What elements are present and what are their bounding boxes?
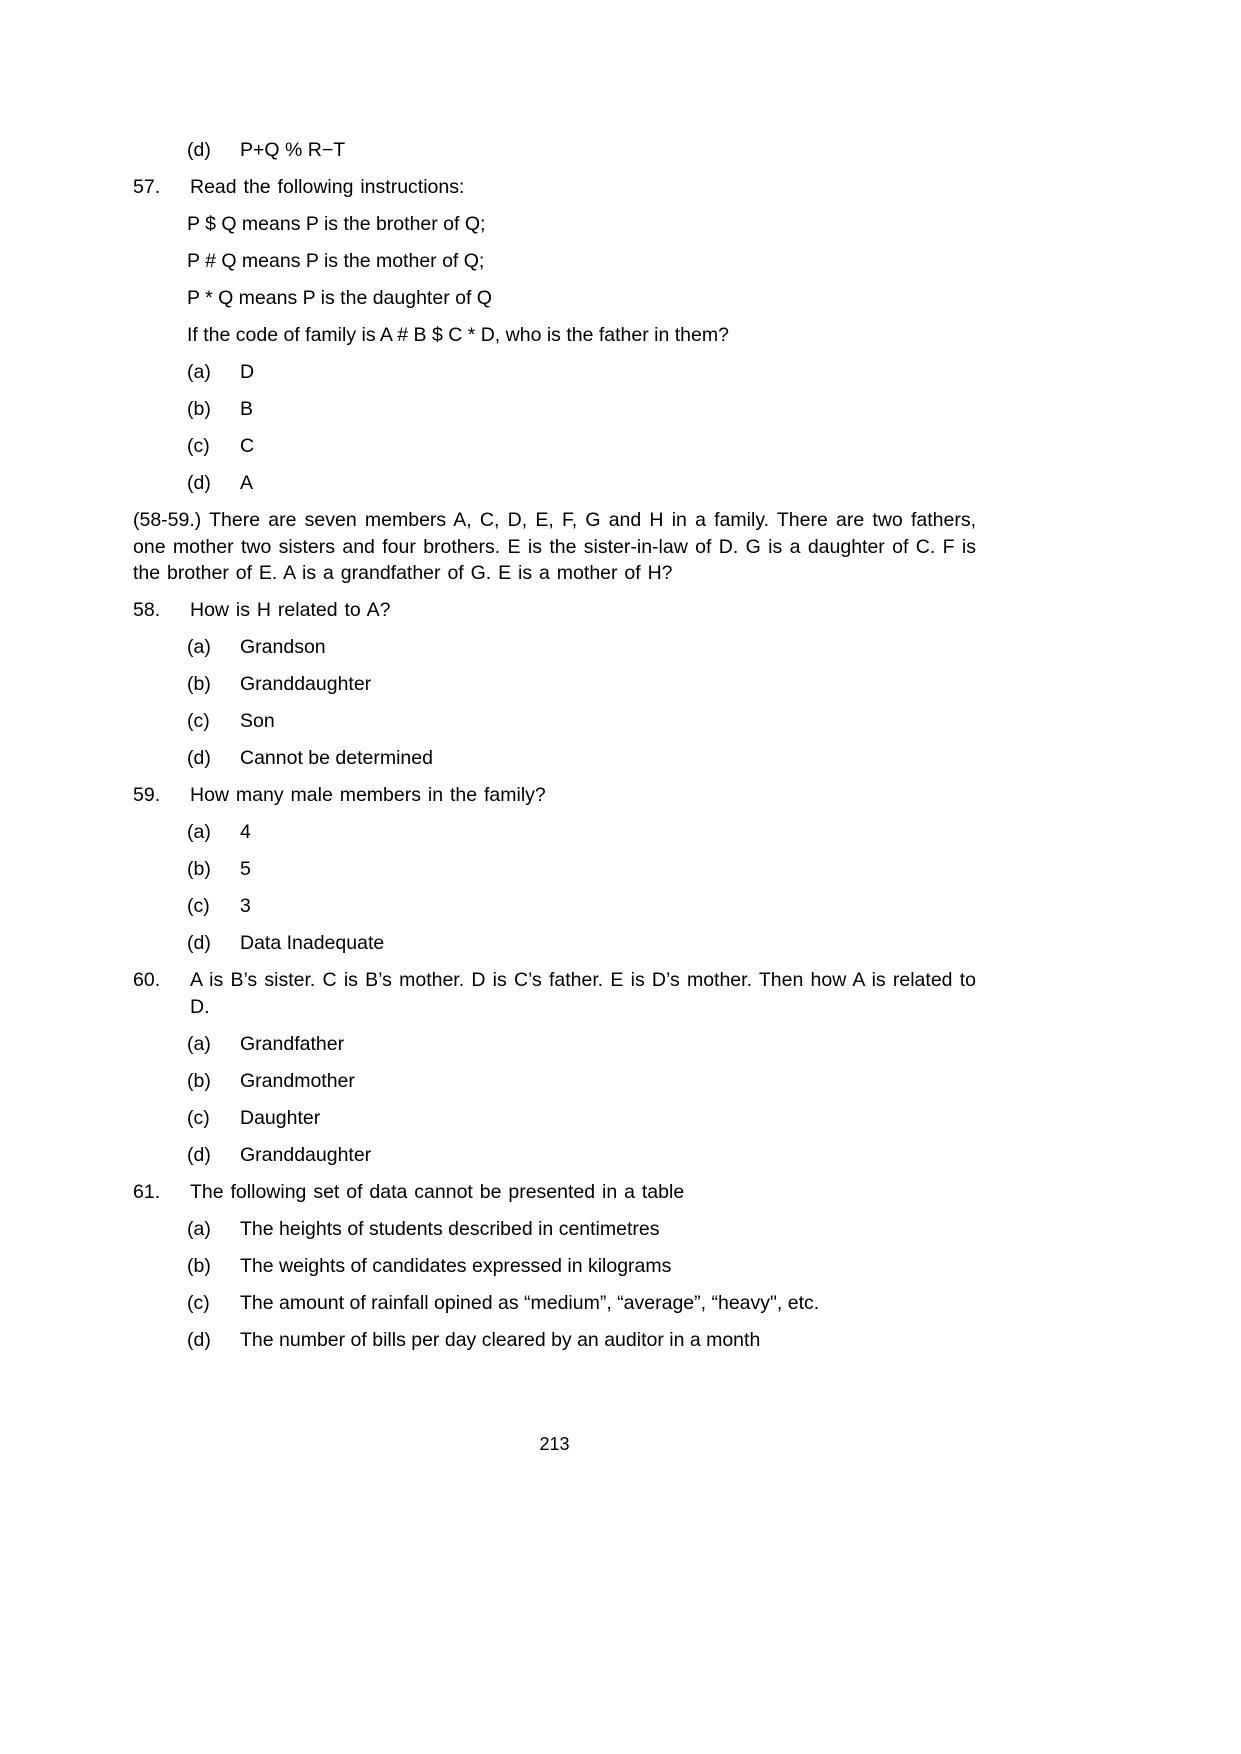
option-row	[187, 1290, 976, 1317]
option-label: (b)	[187, 1069, 211, 1092]
page-number: 213	[539, 1434, 570, 1454]
option-label: (b)	[187, 398, 211, 420]
option-label: (d)	[187, 139, 211, 161]
option-row	[187, 433, 976, 460]
options-group	[133, 1031, 976, 1169]
option-row	[187, 396, 976, 423]
question-header	[133, 967, 976, 1021]
options-group	[133, 359, 976, 497]
option-text: Granddaughter	[240, 672, 372, 695]
question-subline: If the code of family is A # B $ C * D, who is the father in them?	[187, 324, 729, 346]
question-number: 58.	[133, 598, 161, 621]
document-content	[133, 137, 976, 1364]
option-label: (d)	[187, 931, 211, 954]
passage-58-59: (58-59.) There are seven members A, C, D, E, F, G and H in a family. There are two fathers, one mother two sisters and four brothers. E is the sister-in-law of D. G is a daughter of C. F is the brother of E. A is a grandfather of G. E is a mother of H?	[133, 509, 976, 584]
question-number: 61.	[133, 1180, 161, 1203]
option-text: Son	[240, 709, 275, 732]
option-row	[187, 634, 976, 661]
option-text: The amount of rainfall opined as “medium”, “average”, “heavy", etc.	[240, 1291, 820, 1314]
question-number: 59.	[133, 783, 161, 806]
option-text: Granddaughter	[240, 1143, 372, 1166]
option-text: A	[240, 472, 254, 494]
option-row	[187, 1216, 976, 1243]
option-row	[187, 671, 976, 698]
option-label: (d)	[187, 472, 211, 494]
option-label: (a)	[187, 635, 211, 658]
question-number: 60.	[133, 968, 161, 991]
question-header	[133, 597, 976, 624]
question-text: How many male members in the family?	[190, 783, 546, 806]
option-label: (d)	[187, 1328, 211, 1351]
option-row	[187, 708, 976, 735]
question-subline: P * Q means P is the daughter of Q	[187, 287, 492, 309]
question-60	[133, 967, 976, 1169]
option-label: (b)	[187, 672, 211, 695]
option-row	[187, 745, 976, 772]
option-label: (c)	[187, 894, 210, 917]
option-label: (d)	[187, 746, 211, 769]
option-text: Data Inadequate	[240, 931, 385, 954]
option-text: P+Q % R−T	[240, 139, 346, 161]
options-group	[133, 1216, 976, 1354]
question-text: How is H related to A?	[190, 598, 391, 621]
question-57	[133, 174, 976, 497]
option-row	[187, 930, 976, 957]
question-59	[133, 782, 976, 957]
option-row	[187, 137, 976, 164]
option-row	[187, 1068, 976, 1095]
option-label: (a)	[187, 1032, 211, 1055]
question-subline: P # Q means P is the mother of Q;	[187, 250, 485, 272]
option-row	[187, 1142, 976, 1169]
option-label: (c)	[187, 1291, 210, 1314]
option-text: 5	[240, 857, 251, 880]
option-label: (c)	[187, 1106, 210, 1129]
option-label: (a)	[187, 820, 211, 843]
question-61	[133, 1179, 976, 1354]
option-label: (d)	[187, 1143, 211, 1166]
option-label: (c)	[187, 435, 210, 457]
option-row	[187, 359, 976, 386]
question-58	[133, 597, 976, 772]
question-text: A is B’s sister. C is B’s mother. D is C’s father. E is D’s mother. Then how A is related to D.	[190, 968, 976, 1018]
option-text: Cannot be determined	[240, 746, 433, 769]
option-text: Daughter	[240, 1106, 321, 1129]
option-text: The heights of students described in centimetres	[240, 1217, 660, 1240]
option-text: 4	[240, 820, 251, 843]
option-row	[187, 470, 976, 497]
option-row	[187, 1105, 976, 1132]
option-text: D	[240, 361, 255, 383]
option-label: (c)	[187, 709, 210, 732]
option-row	[187, 893, 976, 920]
question-header	[133, 1179, 976, 1206]
option-text: Grandfather	[240, 1032, 345, 1055]
option-row	[187, 1253, 976, 1280]
option-text: 3	[240, 894, 251, 917]
options-group	[133, 634, 976, 772]
question-header	[133, 174, 976, 201]
option-row	[187, 819, 976, 846]
option-text: The weights of candidates expressed in kilograms	[240, 1254, 672, 1277]
option-text: Grandmother	[240, 1069, 355, 1092]
option-label: (b)	[187, 1254, 211, 1277]
question-text: Read the following instructions:	[190, 176, 465, 198]
option-row	[187, 1031, 976, 1058]
option-label: (a)	[187, 1217, 211, 1240]
option-text: C	[240, 435, 255, 457]
option-label: (b)	[187, 857, 211, 880]
option-text: Grandson	[240, 635, 326, 658]
question-subline: P $ Q means P is the brother of Q;	[187, 213, 486, 235]
question-header	[133, 782, 976, 809]
option-label: (a)	[187, 361, 211, 383]
option-row	[187, 1327, 976, 1354]
option-text: B	[240, 398, 254, 420]
option-row	[187, 856, 976, 883]
question-number: 57.	[133, 176, 161, 198]
option-text: The number of bills per day cleared by an auditor in a month	[240, 1328, 761, 1351]
question-text: The following set of data cannot be presented in a table	[190, 1180, 685, 1203]
options-group	[133, 819, 976, 957]
